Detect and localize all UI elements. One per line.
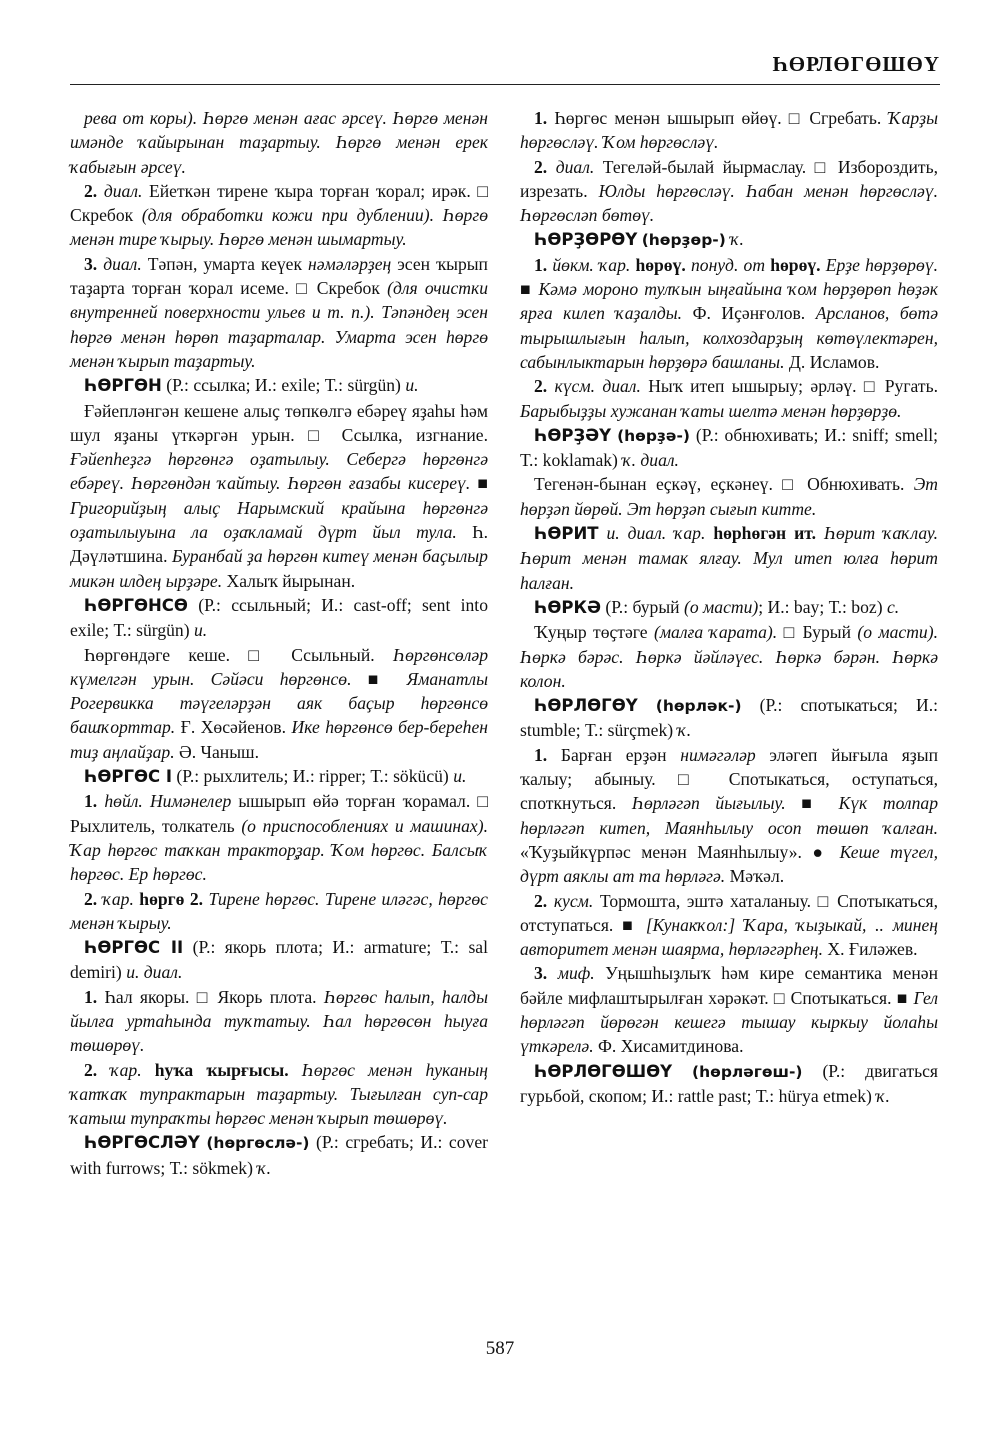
right-column [520,106,938,1108]
entry-text: 2. күсм. диал. Ныҡ итеп ышырыу; әрләү. □ Ругать. Барыбыҙҙы хужанан ҡаты шелтә менән һөрҙөрҙө. [520,376,938,421]
entry-headword: ҺӨРЛӨГӨҮ (һөрләк-) (Р.: спотыкаться; И.: stumble; Т.: sürçmek) ҡ. [520,695,938,741]
header-rule [70,84,940,85]
entry-headword: ҺӨРГӨС II (Р.: якорь плота; И.: armature; Т.: sal demiri) и. диал. [70,937,488,983]
entry-headword: ҺӨРҘӘҮ (һөрҙә-) (Р.: обнюхивать; И.: sniff; smell; Т.: koklamak) ҡ. диал. [520,424,938,471]
entry-text: 3. миф. Уңышһыҙлыҡ һәм кире семантика менән бәйле мифлаштырылған хәрәкәт. □ Спотыкаться. ■ Гел һөрләгәп йөрөгән кешегә тышау кыркыу йолаһы үткәрелә. Ф. Хисамитдинова. [520,963,938,1057]
entry-text: 1. Барған ерҙән нимәгәләр эләгеп йығыла яҙып ҡалыу; абыныу. □ Спотыкаться, оступаться, споткнуться. Һөрләгәп йығылыу. ■ Күк толпар һөрләгәп китеп, Маянһылыу осоп төшөп ҡалған. «Ҡуҙыйкүрпәс менән Маянһылыу». ● Кеше түгел, дүрт аяклы ат та һөрләгә. Мәҡәл. [520,744,938,887]
running-head: ҺӨРЛӨГӨШӨҮ [772,52,940,76]
entry-headword: ҺӨРГӨН (Р.: ссылка; И.: exile; Т.: sürgün) и. [84,375,419,396]
entry-text: 2. ҡар. һуҡа ҡырғысы. Һөргөс менән һуканың ҡатҡаҡ тупрактарын таҙартыу. Тығылған суп-сар ҡатыш тупраҡты һөргөс менән ҡырып төшөрөү. [70,1059,489,1129]
entry-text: 2. диал. Ейеткән тирене ҡыра торған ҡорал; ирәк. □ Скребок (для обработки кожи при дублении). Һөргө менән тире ҡырыу. Һөргө менән шымартыу. [70,180,488,250]
entry-text: Тегенән-бынан еҫкәү, еҫкәнеү. □ Обнюхивать. Эт һөрҙәп йөрөй. Эт һөрҙәп сығып китте. [520,474,938,519]
entry-headword: ҺӨРИТ и. диал. ҡар. һөрһөгән ит. Һөрит ҡаҡлау. Һөрит менән тамак ялғау. Мул итеп юлға һөрит һалған. [520,523,938,593]
entry-text: 1. йөкм. ҡар. һөрөү. понуд. от һөрөү. Ерҙе һөрҙөрөү. ■ Кәмә мороно тулҡын ыңғайына ҡом һөрҙөрөп һөҙәк ярға килеп ҡаҙалды. Ф. Иҫәнғолов. Арсланов, бөтә тырышлығын һалып, колхоздарҙың көтөүлектәрен, сабынлыктарын һөрҙөрә башланы. Д. Исламов. [520,254,939,372]
entry-text: 1. Һал якоры. □ Якорь плота. Һөргөс һалып, һалды йылға уртаһында туҡтатыу. Һал һөргөсөн һыуға төшөрөү. [70,986,488,1056]
entry-text: 2. диал. Тегеләй-былай йырмаслау. □ Избороздить, изрезать. Юлды һөргөсләү. Һабан менән һөргөсләү. Һөргөсләп бөтөү. [520,156,938,226]
entry-headword: ҺӨРКӘ (Р.: бурый (о масти); И.: bay; Т.: boz) с. [534,596,900,617]
entry-headword: ҺӨРГӨС I (Р.: рыхлитель; И.: ripper; Т.: söküсü) и. [84,766,467,787]
entry-text: 1. һөйл. Нимәнелер ышырып өйә торған ҡорамал. □ Рыхлитель, толкатель (о приспособлениях и машинах). Ҡар һөргөс таҡкан трактор̧ҙар. Ҡом һөргөс. Балсыҡ һөргөс. Ер һөргөс. [70,791,488,885]
entry-text: Ҡуңыр төҫтәге (малға ҡарата). □ Бурый (о масти). Һөркә бәрәс. Һөркә йәйләүес. Һөркә бәрән. Һөркә колон. [520,622,938,691]
entry-headword: ҺӨРҘӨРӨҮ (һөрҙөр-) ҡ. [534,229,744,250]
entry-text: рева от коры). Һөргө менән ағас әрсеү. Һөргө менән имәнде ҡайырынан таҙартыу. Һөргө менән ерек ҡабығын әрсеү. [70,108,488,177]
entry-headword: ҺӨРГӨСЛӘҮ (һөргөслә-) (Р.: сгребать; И.: cover with furrows; Т.: sökmek) ҡ. [70,1132,488,1178]
left-column [70,106,488,1180]
entry-text: 2. кусм. Тормошта, эштә хаталаныу. □ Спотыкаться, отступаться. ■ [Кунакҡол:] Ҡара, ҡыҙыкай, .. минең авторитет менән шаярма, һөрләгәрһең. Х. Ғиләжев. [520,890,938,960]
entry-text: 2. ҡар. һөргө 2. Тирене һөргөс. Тирене иләгәс, һөргөс менән ҡырыу. [70,888,488,933]
entry-text: Һөргөндәге кеше. □ Ссыльный. Һөргөнсөләр күмелгән урын. Сәйәси һөргөнсө. ■ Яманатлы Рогервикка тәүгеләрҙән аяк баҫыр һөргөнсө башҡорттар. Ғ. Хөсәйенов. Ике һөргөнсө бер-береһен тиҙ аңлайҙар. Ә. Чаныш. [70,644,489,762]
entry-headword: ҺӨРГӨНСӨ (Р.: ссыльный; И.: cast-off; sent into exile; Т.: sürgün) и. [70,594,488,641]
entry-text: Ғәйепләнгән кешене алыҫ төпкөлгә ебәреү яҙаһы һәм шул яҙаны үткәргән урын. □ Ссылка, изгнание. Ғәйепһеҙгә һөргөнгә оҙатылыу. Себергә һөргөнгә ебәреү. Һөргөндән ҡайтыу. Һөргөн ғазабы кисереү. ■ Григорийҙың алыҫ Нарымский крайына һөргөнгә оҙатылыуына ла оҙаҡламай дүрт йыл тула. Һ. Дәүләтшина. Буранбай ҙа һөргөн китеү менән баҫылыр микән илдең ырҙәре. Халыҡ йырынан. [70,400,488,591]
entry-headword: ҺӨРЛӨГӨШӨҮ (һөрләгөш-) (Р.: двигаться гурьбой, скопом; И.: rattle past; Т.: hürya etmek) ҡ. [520,1060,938,1106]
entry-text: 1. Һөргөс менән ышырып өйөү. □ Сгребать. Ҡарҙы һөргөсләү. Ҡом һөргөсләү. [520,108,938,153]
entry-text: 3. диал. Тәпән, умарта кеүек нәмәләрҙең эсен ҡырып таҙарта торған ҡорал исеме. □ Скребок (для очистки внутренней поверхности ульев и т. п.). Тәпәндең эсен һөргө менән һөрөп таҙарталар. Умарта эсен һөргө менән ҡырып таҙартыу. [70,253,488,371]
page-number: 587 [485,1338,515,1359]
